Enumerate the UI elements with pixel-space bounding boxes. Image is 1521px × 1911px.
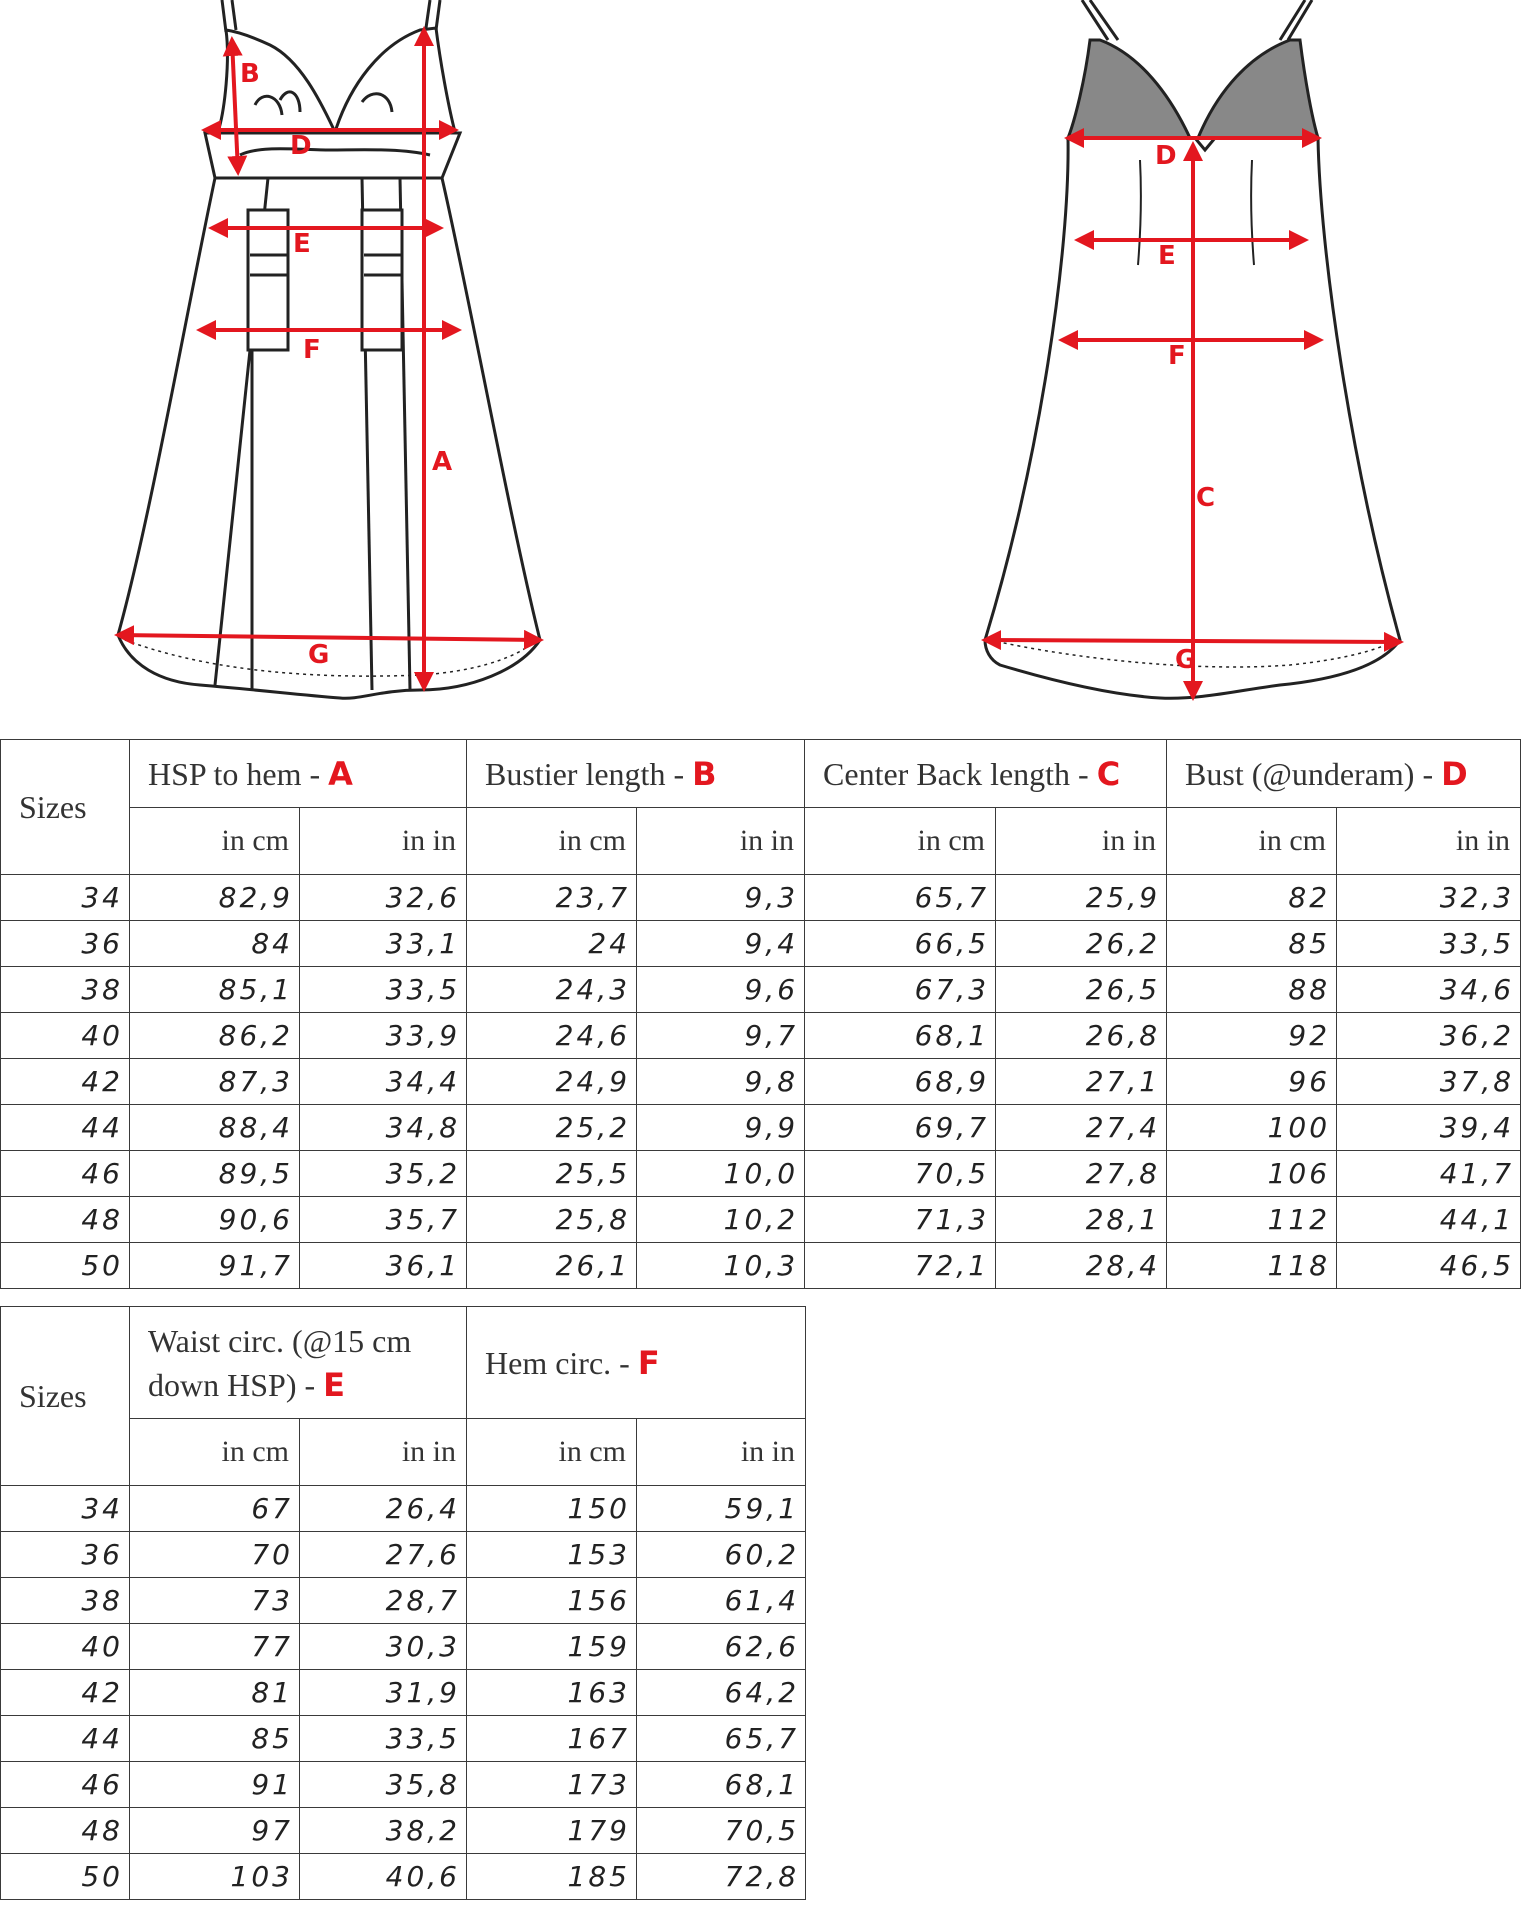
- group-title: Bustier length -: [485, 755, 693, 792]
- size-cell: 44: [1, 1105, 130, 1151]
- measurement-cell: 86,2: [130, 1013, 300, 1059]
- group-letter: B: [692, 754, 717, 793]
- measurement-cell: 41,7: [1337, 1151, 1521, 1197]
- svg-text:D: D: [1155, 141, 1177, 171]
- measurement-cell: 85: [1167, 921, 1337, 967]
- measurement-cell: 35,8: [300, 1762, 467, 1808]
- column-group-header: [467, 1307, 806, 1419]
- column-group-header: [130, 740, 467, 808]
- size-cell: 50: [1, 1854, 130, 1900]
- measurement-cell: 24: [467, 921, 637, 967]
- measurement-cell: 39,4: [1337, 1105, 1521, 1151]
- measurement-cell: 27,6: [300, 1532, 467, 1578]
- measurement-cell: 26,5: [996, 967, 1167, 1013]
- measurement-cell: 65,7: [805, 875, 996, 921]
- unit-header: in in: [996, 808, 1167, 875]
- column-group-header: [1167, 740, 1521, 808]
- measurement-cell: 25,8: [467, 1197, 637, 1243]
- measurement-cell: 71,3: [805, 1197, 996, 1243]
- size-cell: 34: [1, 875, 130, 921]
- measurement-cell: 24,9: [467, 1059, 637, 1105]
- measurement-cell: 103: [130, 1854, 300, 1900]
- measurement-cell: 112: [1167, 1197, 1337, 1243]
- measurement-cell: 65,7: [637, 1716, 806, 1762]
- group-title: Bust (@underam) -: [1185, 755, 1442, 792]
- measurement-cell: 82: [1167, 875, 1337, 921]
- measurement-cell: 153: [467, 1532, 637, 1578]
- group-letter: A: [328, 754, 353, 793]
- measurement-cell: 46,5: [1337, 1243, 1521, 1289]
- unit-header: in in: [637, 808, 805, 875]
- measurement-cell: 34,6: [1337, 967, 1521, 1013]
- measurement-cell: 26,1: [467, 1243, 637, 1289]
- measurement-cell: 36,1: [300, 1243, 467, 1289]
- size-cell: 48: [1, 1808, 130, 1854]
- size-cell: 38: [1, 967, 130, 1013]
- group-title: HSP to hem -: [148, 755, 329, 792]
- size-cell: 50: [1, 1243, 130, 1289]
- table-row: [1, 921, 1521, 967]
- measurement-cell: 10,3: [637, 1243, 805, 1289]
- measurement-cell: 34,8: [300, 1105, 467, 1151]
- measurement-cell: 179: [467, 1808, 637, 1854]
- measurement-cell: 59,1: [637, 1486, 806, 1532]
- group-title-line1: Waist circ. (@15 cm: [148, 1322, 412, 1359]
- group-letter: F: [637, 1343, 660, 1382]
- table-row: [1, 1486, 806, 1532]
- table-row: [1, 1243, 1521, 1289]
- unit-header: in cm: [130, 1419, 300, 1486]
- measurement-cell: 30,3: [300, 1624, 467, 1670]
- unit-header: in cm: [130, 808, 300, 875]
- measurement-cell: 60,2: [637, 1532, 806, 1578]
- measurement-cell: 9,9: [637, 1105, 805, 1151]
- size-cell: 42: [1, 1059, 130, 1105]
- measurement-cell: 100: [1167, 1105, 1337, 1151]
- unit-header: in cm: [467, 1419, 637, 1486]
- svg-text:F: F: [303, 335, 321, 365]
- measurement-cell: 85,1: [130, 967, 300, 1013]
- measurement-cell: 163: [467, 1670, 637, 1716]
- size-cell: 44: [1, 1716, 130, 1762]
- measurement-cell: 33,5: [300, 1716, 467, 1762]
- measurement-cell: 92: [1167, 1013, 1337, 1059]
- measurement-cell: 28,7: [300, 1578, 467, 1624]
- measurement-cell: 10,2: [637, 1197, 805, 1243]
- measurement-cell: 87,3: [130, 1059, 300, 1105]
- measurement-cell: 185: [467, 1854, 637, 1900]
- size-cell: 42: [1, 1670, 130, 1716]
- size-cell: 38: [1, 1578, 130, 1624]
- measurement-cell: 72,8: [637, 1854, 806, 1900]
- measurement-cell: 28,1: [996, 1197, 1167, 1243]
- measurement-cell: 33,5: [300, 967, 467, 1013]
- unit-header: in cm: [805, 808, 996, 875]
- table-row: [1, 967, 1521, 1013]
- table-row: [1, 1716, 806, 1762]
- measurement-cell: 33,9: [300, 1013, 467, 1059]
- table-row: [1, 1532, 806, 1578]
- table-row: [1, 1197, 1521, 1243]
- size-chart-table-1: [0, 739, 1521, 1289]
- group-letter: D: [1441, 754, 1468, 793]
- table-row: [1, 875, 1521, 921]
- measurement-cell: 33,1: [300, 921, 467, 967]
- measurement-cell: 66,5: [805, 921, 996, 967]
- table-row: [1, 1854, 806, 1900]
- measurement-cell: 25,9: [996, 875, 1167, 921]
- size-cell: 34: [1, 1486, 130, 1532]
- sizes-header: Sizes: [1, 740, 130, 875]
- measurement-cell: 35,2: [300, 1151, 467, 1197]
- column-group-header: [467, 740, 805, 808]
- measurement-cell: 67,3: [805, 967, 996, 1013]
- unit-header: in cm: [1167, 808, 1337, 875]
- measurement-cell: 77: [130, 1624, 300, 1670]
- table-row: [1, 1013, 1521, 1059]
- table-row: [1, 1578, 806, 1624]
- measurement-cell: 96: [1167, 1059, 1337, 1105]
- size-cell: 48: [1, 1197, 130, 1243]
- measurement-cell: 167: [467, 1716, 637, 1762]
- table-row: [1, 1670, 806, 1716]
- measurement-cell: 88,4: [130, 1105, 300, 1151]
- measurement-cell: 68,1: [637, 1762, 806, 1808]
- size-chart-table-2: [0, 1306, 806, 1900]
- measurement-cell: 81: [130, 1670, 300, 1716]
- unit-header: in in: [300, 1419, 467, 1486]
- front-dress-sketch: [118, 0, 540, 698]
- measurement-cell: 67: [130, 1486, 300, 1532]
- measurement-cell: 27,4: [996, 1105, 1167, 1151]
- measurement-cell: 31,9: [300, 1670, 467, 1716]
- table-row: [1, 1059, 1521, 1105]
- group-letter: C: [1096, 754, 1121, 793]
- table-row: [1, 1151, 1521, 1197]
- measurement-cell: 62,6: [637, 1624, 806, 1670]
- measurement-cell: 84: [130, 921, 300, 967]
- measurement-cell: 68,1: [805, 1013, 996, 1059]
- measurement-cell: 64,2: [637, 1670, 806, 1716]
- svg-text:B: B: [240, 59, 260, 89]
- svg-text:E: E: [1158, 241, 1176, 271]
- size-cell: 46: [1, 1762, 130, 1808]
- size-cell: 36: [1, 921, 130, 967]
- measurement-cell: 159: [467, 1624, 637, 1670]
- unit-header: in in: [637, 1419, 806, 1486]
- measurement-cell: 150: [467, 1486, 637, 1532]
- group-title-line2: down HSP) -: [148, 1366, 324, 1403]
- measurement-cell: 40,6: [300, 1854, 467, 1900]
- group-letter: E: [323, 1365, 345, 1404]
- measurement-cell: 72,1: [805, 1243, 996, 1289]
- measurement-cell: 27,8: [996, 1151, 1167, 1197]
- measurement-cell: 106: [1167, 1151, 1337, 1197]
- measurement-cell: 26,2: [996, 921, 1167, 967]
- measurement-cell: 97: [130, 1808, 300, 1854]
- measurement-cell: 156: [467, 1578, 637, 1624]
- measurement-cell: 37,8: [1337, 1059, 1521, 1105]
- table-row: [1, 1624, 806, 1670]
- measurement-cell: 24,6: [467, 1013, 637, 1059]
- measurement-cell: 38,2: [300, 1808, 467, 1854]
- svg-text:C: C: [1196, 483, 1216, 513]
- sizes-header: Sizes: [1, 1307, 130, 1486]
- measurement-cell: 32,3: [1337, 875, 1521, 921]
- measurement-cell: 27,1: [996, 1059, 1167, 1105]
- unit-header: in in: [1337, 808, 1521, 875]
- measurement-cell: 35,7: [300, 1197, 467, 1243]
- measurement-cell: 28,4: [996, 1243, 1167, 1289]
- table-row: [1, 1808, 806, 1854]
- column-group-header: [805, 740, 1167, 808]
- measurement-cell: 118: [1167, 1243, 1337, 1289]
- measurement-cell: 9,6: [637, 967, 805, 1013]
- measurement-cell: 91,7: [130, 1243, 300, 1289]
- measurement-cell: 9,3: [637, 875, 805, 921]
- measurement-cell: 61,4: [637, 1578, 806, 1624]
- measurement-cell: 85: [130, 1716, 300, 1762]
- measurement-cell: 69,7: [805, 1105, 996, 1151]
- size-cell: 36: [1, 1532, 130, 1578]
- column-group-header: [130, 1307, 467, 1419]
- measurement-cell: 70,5: [805, 1151, 996, 1197]
- measurement-cell: 9,4: [637, 921, 805, 967]
- measurement-cell: 9,7: [637, 1013, 805, 1059]
- measurement-cell: 26,8: [996, 1013, 1167, 1059]
- measurement-cell: 34,4: [300, 1059, 467, 1105]
- svg-text:A: A: [432, 447, 453, 477]
- measurement-cell: 70: [130, 1532, 300, 1578]
- measurement-cell: 89,5: [130, 1151, 300, 1197]
- measurement-cell: 44,1: [1337, 1197, 1521, 1243]
- measurement-cell: 70,5: [637, 1808, 806, 1854]
- measurement-cell: 32,6: [300, 875, 467, 921]
- measurement-cell: 36,2: [1337, 1013, 1521, 1059]
- svg-text:G: G: [308, 640, 330, 670]
- measurement-cell: 88: [1167, 967, 1337, 1013]
- measurement-cell: 23,7: [467, 875, 637, 921]
- dress-sketches: [0, 0, 1500, 715]
- measurement-cell: 90,6: [130, 1197, 300, 1243]
- measurement-cell: 68,9: [805, 1059, 996, 1105]
- measurement-cell: 24,3: [467, 967, 637, 1013]
- group-title: Center Back length -: [823, 755, 1097, 792]
- measurement-cell: 26,4: [300, 1486, 467, 1532]
- size-cell: 40: [1, 1624, 130, 1670]
- measurement-cell: 91: [130, 1762, 300, 1808]
- measurement-cell: 82,9: [130, 875, 300, 921]
- measurement-cell: 73: [130, 1578, 300, 1624]
- unit-header: in in: [300, 808, 467, 875]
- table-row: [1, 1762, 806, 1808]
- measurement-cell: 25,5: [467, 1151, 637, 1197]
- svg-text:D: D: [290, 131, 312, 161]
- size-cell: 46: [1, 1151, 130, 1197]
- measurement-cell: 173: [467, 1762, 637, 1808]
- size-cell: 40: [1, 1013, 130, 1059]
- table-row: [1, 1105, 1521, 1151]
- unit-header: in cm: [467, 808, 637, 875]
- measurement-cell: 25,2: [467, 1105, 637, 1151]
- measurement-cell: 33,5: [1337, 921, 1521, 967]
- svg-text:G: G: [1175, 645, 1197, 675]
- svg-text:E: E: [293, 229, 311, 259]
- measurement-cell: 10,0: [637, 1151, 805, 1197]
- group-title: Hem circ. -: [485, 1344, 638, 1381]
- measurement-cell: 9,8: [637, 1059, 805, 1105]
- svg-text:F: F: [1168, 341, 1186, 371]
